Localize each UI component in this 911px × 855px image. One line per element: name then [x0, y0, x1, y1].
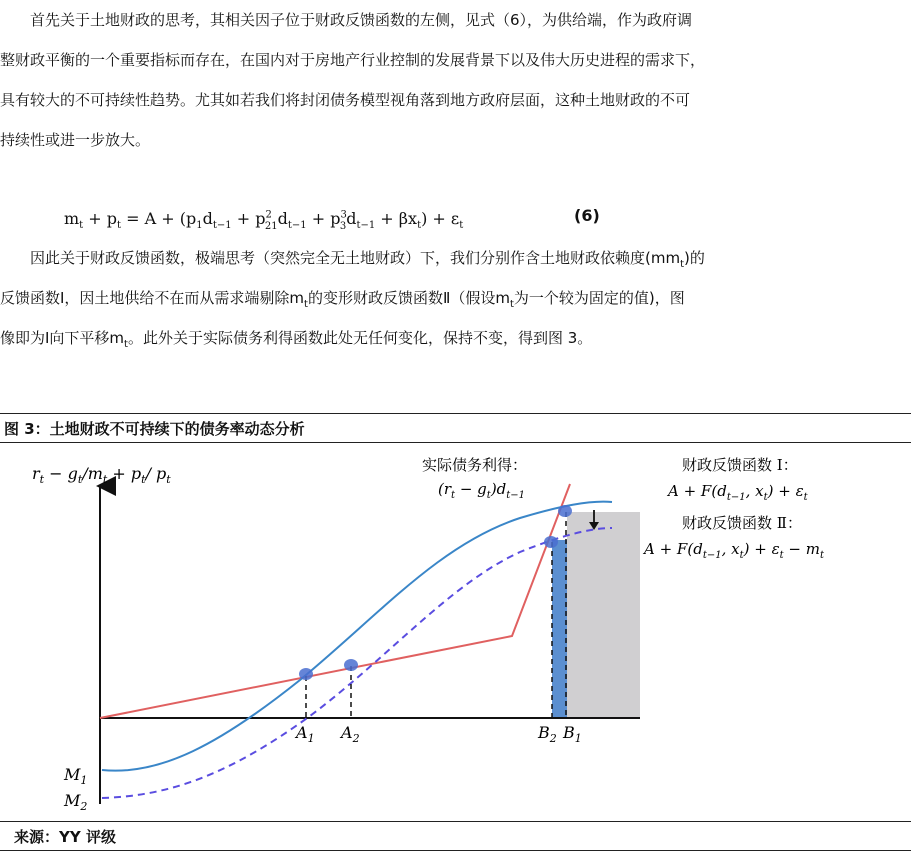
equation-number: (6): [574, 206, 600, 225]
label-B1: $B_1$: [563, 723, 582, 745]
shade-gray-region: [567, 512, 640, 718]
para1-line4: 持续性或进一步放大。: [0, 131, 151, 149]
shade-blue-region: [552, 540, 567, 718]
para1-line3: 具有较大的不可持续性趋势。尤其如若我们将封闭债务模型视角落到地方政府层面，这种土地财政的不可: [0, 91, 691, 109]
label-M2: $M_2$: [64, 791, 88, 813]
y-axis-label: $r_t - g_t/m_t + p_t/$ $p_t$: [32, 464, 171, 486]
real-debt-label-1: 实际债务利得：: [422, 456, 528, 474]
point-A1: [299, 668, 313, 680]
para2-line3: 像即为Ⅰ向下平移$m_t$。此外关于实际债务利得函数此处无任何变化，保持不变，得到图 3。: [0, 329, 593, 350]
para2-line1: 因此关于财政反馈函数，极端思考（突然完全无土地财政）下，我们分别作含土地财政依赖度$(mm_t)$的: [30, 249, 705, 270]
label-A2: $A_2$: [341, 723, 360, 745]
paragraph-2: [0, 238, 911, 358]
para1-line1: 首先关于土地财政的思考，其相关因子位于财政反馈函数的左侧，见式（6），为供给端，作为政府调: [30, 11, 693, 29]
label-M1: $M_1$: [64, 765, 88, 787]
real-debt-label-2: $(r_t - g_t)d_{t-1}$: [438, 480, 526, 501]
equation-body: $m_t + p_t = A + (p_1d_{t-1} + p^2_{21}d_{t-1} + p^3_3d_{t-1} + \beta x_t) + \varepsilon_t$: [64, 209, 464, 232]
point-A2: [344, 659, 358, 671]
fb2-label-1: 财政反馈函数 Ⅱ：: [682, 514, 802, 532]
fb1-label-1: 财政反馈函数 Ⅰ：: [682, 456, 798, 474]
real-debt-line: [100, 484, 570, 718]
feedback-function-1-curve: [102, 502, 612, 771]
label-B2: $B_2$: [538, 723, 557, 745]
para2-line2: 反馈函数Ⅰ，因土地供给不在而从需求端剔除$m_t$的变形财政反馈函数Ⅱ（假设$m_t$为一个较为固定的值)，图: [0, 289, 685, 310]
para1-line2: 整财政平衡的一个重要指标而存在，在国内对于房地产行业控制的发展背景下以及伟大历史进程的需求下，: [0, 51, 706, 69]
fb2-label-2: $A + F(d_{t-1}$, $x_t) + \varepsilon_t - m_t$: [644, 540, 825, 561]
point-B2: [544, 536, 558, 548]
equation-6: [64, 196, 600, 236]
figure-title: 图 3：土地财政不可持续下的债务率动态分析: [0, 413, 911, 443]
figure-3-diagram: [0, 444, 911, 820]
figure-source: 来源：YY 评级: [0, 821, 911, 851]
fb1-label-2: $A + F(d_{t-1}$, $x_t) + \varepsilon_t$: [668, 482, 808, 503]
label-A1: $A_1$: [296, 723, 315, 745]
point-B1: [558, 505, 572, 517]
paragraph-1: [0, 0, 911, 160]
